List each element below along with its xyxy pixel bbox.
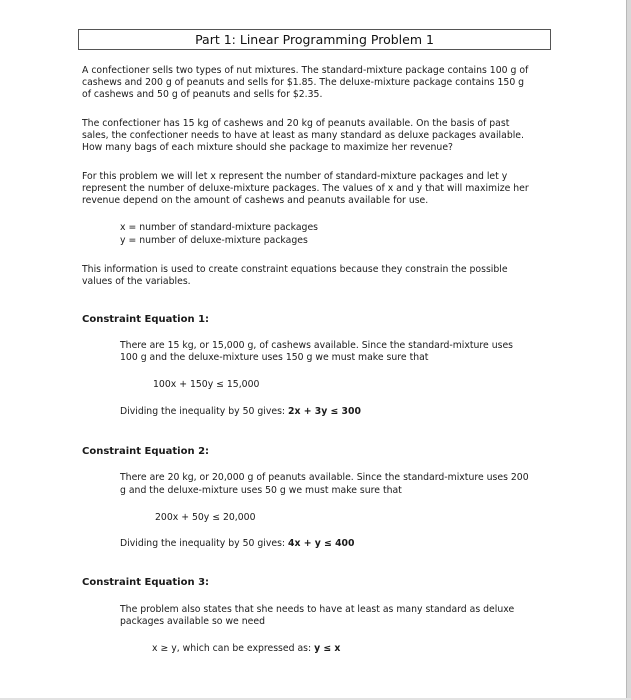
- para3-line-1: For this problem we will let x represent the number of standard-mixture packages and let y: [82, 171, 508, 182]
- page-edge-shadow: [626, 0, 631, 700]
- para2-line-3: How many bags of each mixture should she package to maximize her revenue?: [82, 142, 453, 153]
- para3-line-3: revenue depend on the amount of cashews and peanuts available for use.: [82, 195, 429, 206]
- constraint2-line-1: There are 20 kg, or 20,000 g of peanuts available. Since the standard-mixture uses 200: [120, 472, 529, 483]
- intro-line-1: A confectioner sells two types of nut mixtures. The standard-mixture package contains 100 g of: [82, 65, 529, 76]
- constraint3-inequality: x ≥ y: [152, 643, 177, 654]
- constraint3-heading: Constraint Equation 3:: [82, 577, 210, 588]
- constraint1-dividing: [120, 406, 361, 418]
- constraint1-dividing-text: Dividing the inequality by 50 gives:: [120, 406, 286, 417]
- para4-line-1: This information is used to create constraint equations because they constrain the possible: [82, 264, 508, 275]
- constraint1-result: 2x + 3y ≤ 300: [288, 406, 361, 417]
- constraint3-line-2: packages available so we need: [120, 616, 265, 627]
- para4-line-2: values of the variables.: [82, 276, 191, 287]
- constraint1-line-1: There are 15 kg, or 15,000 g, of cashews available. Since the standard-mixture uses: [120, 340, 514, 351]
- constraint1-inequality: 100x + 150y ≤ 15,000: [153, 379, 260, 390]
- intro-line-2: cashews and 200 g of peanuts and sells for $1.85. The deluxe-mixture package contains 150 g: [82, 77, 525, 88]
- constraint2-dividing: [120, 538, 355, 550]
- page-title: Part 1: Linear Programming Problem 1: [78, 29, 551, 50]
- constraint3-expressed-text: , which can be expressed as:: [176, 643, 312, 654]
- constraint3-line-1: The problem also states that she needs to have at least as many standard as deluxe: [120, 604, 515, 615]
- constraint2-dividing-text: Dividing the inequality by 50 gives:: [120, 538, 286, 549]
- para3-line-2: represent the number of deluxe-mixture packages. The values of x and y that will maximize her: [82, 183, 529, 194]
- constraint2-result: 4x + y ≤ 400: [288, 538, 355, 549]
- constraint3-expression: [152, 643, 340, 655]
- para2-line-1: The confectioner has 15 kg of cashews and 20 kg of peanuts available. On the basis of past: [82, 118, 510, 129]
- para2-line-2: sales, the confectioner needs to have at least as many standard as deluxe packages available.: [82, 130, 524, 141]
- intro-line-3: of cashews and 50 g of peanuts and sells for $2.35.: [82, 89, 323, 100]
- constraint1-line-2: 100 g and the deluxe-mixture uses 150 g we must make sure that: [120, 352, 429, 363]
- constraint3-result: y ≤ x: [314, 643, 341, 654]
- x-definition: x = number of standard-mixture packages: [120, 222, 319, 233]
- constraint2-heading: Constraint Equation 2:: [82, 446, 210, 457]
- constraint1-heading: Constraint Equation 1:: [82, 314, 210, 325]
- y-definition: y = number of deluxe-mixture packages: [120, 235, 308, 246]
- constraint2-line-2: g and the deluxe-mixture uses 50 g we must make sure that: [120, 485, 402, 496]
- constraint2-inequality: 200x + 50y ≤ 20,000: [155, 512, 256, 523]
